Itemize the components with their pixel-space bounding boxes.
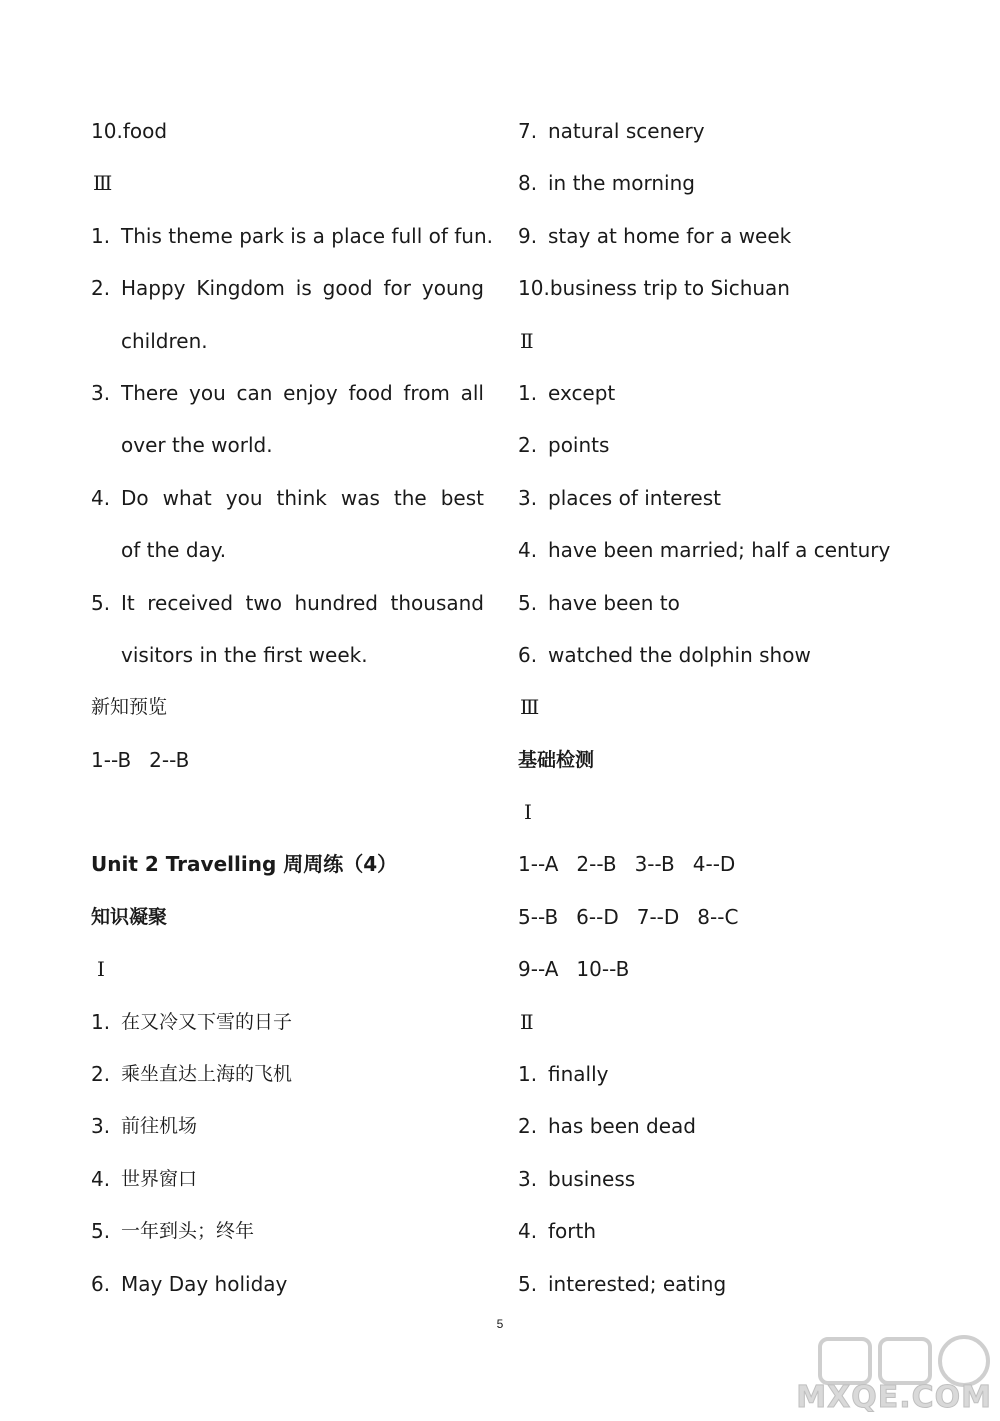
item-text: has been dead bbox=[548, 1114, 696, 1139]
fill-in-item bbox=[518, 1048, 948, 1100]
item-text: This theme park is a place full of fun. bbox=[121, 223, 493, 248]
item-text: It received two hundred thousand bbox=[121, 590, 484, 615]
watermark-text: MXQE.COM bbox=[796, 1380, 992, 1415]
section-heading: 基础检测 bbox=[518, 748, 595, 771]
sentence-item bbox=[91, 472, 484, 524]
fill-in-item bbox=[518, 367, 948, 419]
right-column bbox=[518, 105, 948, 1310]
item-text: except bbox=[548, 380, 616, 405]
item-text: 在又冷又下雪的日子 bbox=[121, 1010, 293, 1033]
answer: 7--D bbox=[636, 904, 680, 929]
item-text: stay at home for a week bbox=[548, 223, 792, 248]
item-number: 3. bbox=[91, 380, 111, 405]
phrase-item bbox=[91, 996, 484, 1048]
item-number: 3. bbox=[518, 1166, 538, 1191]
item-number: 5. bbox=[91, 1219, 111, 1244]
fill-in-item bbox=[518, 472, 948, 524]
item-number: 4. bbox=[518, 1219, 538, 1244]
sentence-item bbox=[91, 577, 484, 629]
item-number: 10. bbox=[518, 276, 550, 301]
section-heading-roman: Ⅰ bbox=[97, 957, 105, 982]
item-number: 8. bbox=[518, 171, 538, 196]
answer-item bbox=[91, 105, 484, 157]
item-text: food bbox=[122, 119, 168, 143]
section-heading-roman: Ⅱ bbox=[520, 328, 534, 353]
item-text: in the morning bbox=[548, 171, 695, 196]
answer: 6--D bbox=[576, 904, 619, 929]
page-number: 5 bbox=[496, 1317, 504, 1331]
item-text: finally bbox=[548, 1062, 609, 1087]
item-number: 1. bbox=[91, 1009, 111, 1034]
item-text: 乘坐直达上海的飞机 bbox=[121, 1063, 293, 1086]
item-number: 5. bbox=[518, 590, 538, 615]
item-text: business trip to Sichuan bbox=[549, 276, 790, 301]
item-number: 3. bbox=[91, 1114, 111, 1139]
item-number: 4. bbox=[91, 1166, 111, 1191]
fill-in-item bbox=[518, 1153, 948, 1205]
item-text: points bbox=[548, 433, 610, 458]
item-number: 3. bbox=[518, 485, 538, 510]
spacer bbox=[91, 786, 484, 838]
answer: 4--D bbox=[692, 852, 736, 877]
item-number: 1. bbox=[91, 223, 111, 248]
phrase-item bbox=[91, 1205, 484, 1257]
item-text: forth bbox=[548, 1219, 597, 1244]
item-text-continued: visitors in the first week. bbox=[121, 642, 368, 667]
fill-in-item bbox=[518, 524, 948, 576]
item-number: 2. bbox=[518, 433, 538, 458]
section-heading-roman: Ⅲ bbox=[520, 695, 540, 720]
item-number: 10. bbox=[91, 119, 123, 143]
fill-in-item bbox=[518, 1258, 948, 1310]
answer: 1--A bbox=[518, 852, 559, 877]
section-heading-roman: Ⅱ bbox=[520, 1009, 534, 1034]
unit-title: Unit 2 Travelling 周周练（4） bbox=[91, 852, 398, 877]
phrase-item bbox=[518, 210, 948, 262]
phrase-item bbox=[518, 157, 948, 209]
watermark-logo bbox=[796, 1331, 992, 1415]
phrase-item bbox=[518, 105, 948, 157]
sentence-item bbox=[91, 262, 484, 314]
item-text: natural scenery bbox=[548, 119, 705, 143]
answer: 5--B bbox=[518, 904, 559, 929]
answer-row bbox=[91, 734, 484, 786]
answer-row bbox=[518, 891, 948, 943]
section-heading: 知识凝聚 bbox=[91, 905, 168, 928]
item-text: have been to bbox=[548, 590, 680, 615]
item-text-continued: over the world. bbox=[121, 433, 273, 458]
item-text: places of interest bbox=[548, 485, 721, 510]
phrase-item bbox=[91, 1153, 484, 1205]
item-text: Do what you think was the best bbox=[121, 485, 484, 510]
item-number: 7. bbox=[518, 119, 538, 143]
item-text: Happy Kingdom is good for young bbox=[121, 276, 484, 301]
item-number: 1. bbox=[518, 380, 538, 405]
answer: 9--A bbox=[518, 957, 559, 982]
fill-in-item bbox=[518, 577, 948, 629]
fill-in-item bbox=[518, 1205, 948, 1257]
item-number: 4. bbox=[91, 485, 111, 510]
answer: 2--B bbox=[576, 852, 617, 877]
answer: 1--B bbox=[91, 747, 132, 772]
item-number: 2. bbox=[518, 1114, 538, 1139]
item-text: business bbox=[548, 1166, 636, 1191]
answer-row bbox=[518, 943, 948, 995]
answer: 8--C bbox=[697, 904, 739, 929]
item-text: There you can enjoy food from all bbox=[121, 380, 484, 405]
item-number: 5. bbox=[91, 590, 111, 615]
answer: 10--B bbox=[576, 957, 630, 982]
sentence-item bbox=[91, 210, 493, 262]
item-text: 一年到头；终年 bbox=[121, 1220, 255, 1243]
item-number: 2. bbox=[91, 276, 111, 301]
item-number: 6. bbox=[91, 1271, 111, 1296]
item-number: 6. bbox=[518, 642, 538, 667]
answer: 3--B bbox=[634, 852, 675, 877]
left-column bbox=[91, 105, 493, 1310]
phrase-item bbox=[518, 262, 948, 314]
phrase-item bbox=[91, 1258, 484, 1310]
item-number: 9. bbox=[518, 223, 538, 248]
section-heading: 新知预览 bbox=[91, 696, 168, 719]
item-text: have been married; half a century bbox=[548, 538, 891, 563]
item-text: watched the dolphin show bbox=[548, 642, 811, 667]
fill-in-item bbox=[518, 1100, 948, 1152]
item-text: interested; eating bbox=[548, 1271, 727, 1296]
answer: 2--B bbox=[149, 747, 190, 772]
item-number: 4. bbox=[518, 538, 538, 563]
item-number: 2. bbox=[91, 1062, 111, 1087]
section-heading-roman: Ⅲ bbox=[93, 171, 113, 196]
fill-in-item bbox=[518, 629, 948, 681]
phrase-item bbox=[91, 1100, 484, 1152]
sentence-item bbox=[91, 367, 484, 419]
item-text: May Day holiday bbox=[121, 1271, 288, 1296]
fill-in-item bbox=[518, 419, 948, 471]
item-text: 前往机场 bbox=[121, 1115, 198, 1138]
item-text-continued: of the day. bbox=[121, 538, 227, 563]
item-number: 1. bbox=[518, 1062, 538, 1087]
item-text: 世界窗口 bbox=[121, 1167, 198, 1190]
phrase-item bbox=[91, 1048, 484, 1100]
section-heading-roman: Ⅰ bbox=[524, 800, 532, 825]
item-text-continued: children. bbox=[121, 328, 208, 353]
item-number: 5. bbox=[518, 1271, 538, 1296]
answer-row bbox=[518, 838, 948, 890]
